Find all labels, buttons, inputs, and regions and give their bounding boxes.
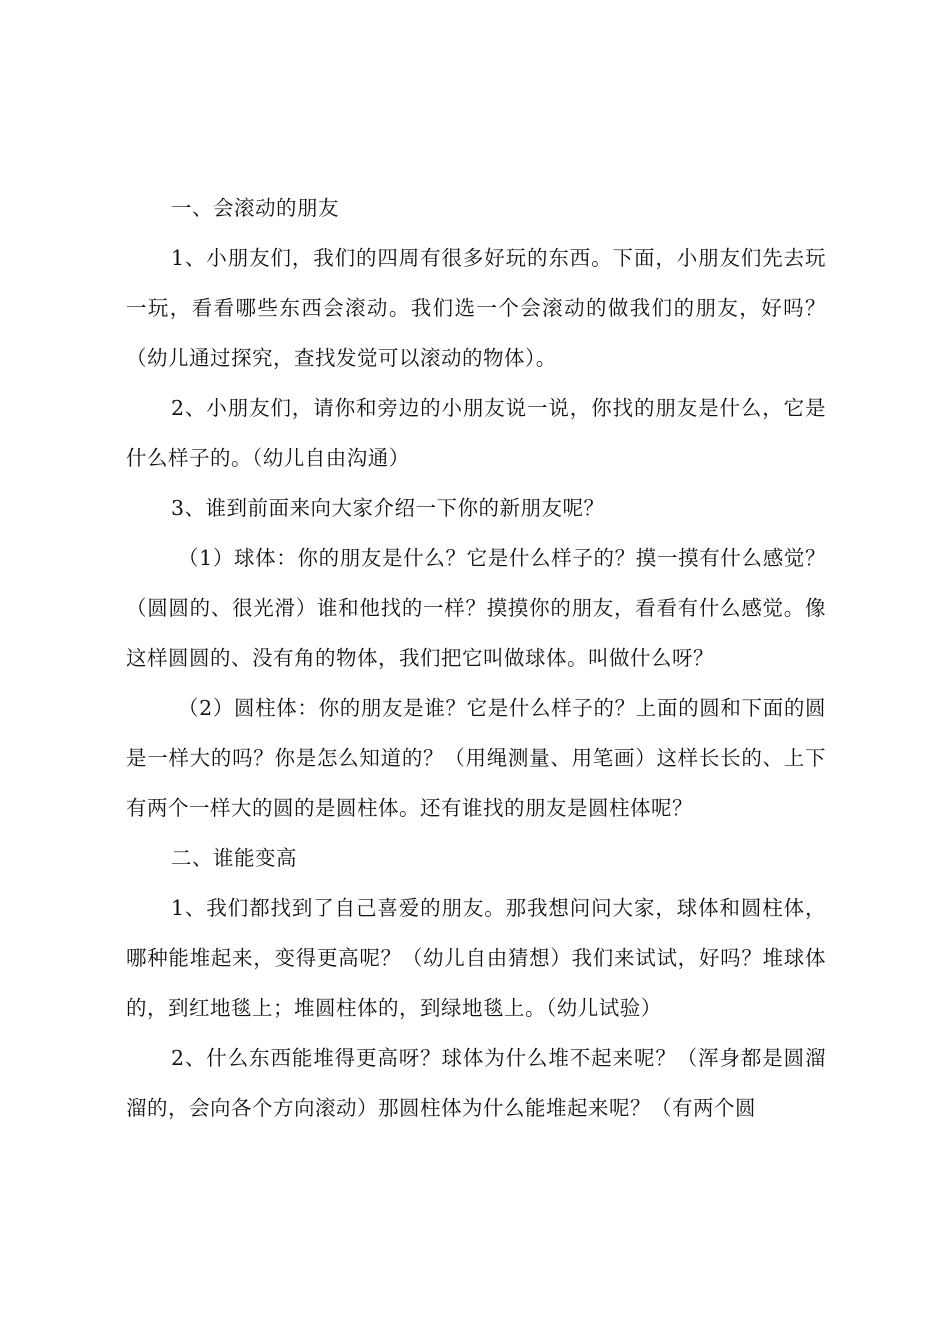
paragraph-stacking-2: 2、什么东西能堆得更高呀？球体为什么堆不起来呢？（浑身都是圆溜溜的，会向各个方向滚动）那圆柱体为什么能堆起来呢？（有两个圆 — [126, 1046, 826, 1120]
document-body — [126, 183, 826, 1133]
section-heading-who-can-grow-taller: 二、谁能变高 — [171, 846, 297, 870]
section-heading-rolling-friends: 一、会滚动的朋友 — [171, 196, 339, 220]
paragraph-cylinder: （2）圆柱体：你的朋友是谁？它是什么样子的？上面的圆和下面的圆是一样大的吗？你是怎么知道的？（用绳测量、用笔画）这样长长的、上下有两个一样大的圆的是圆柱体。还有谁找的朋友是圆柱体呢？ — [126, 696, 826, 820]
paragraph-step-3: 3、谁到前面来向大家介绍一下你的新朋友呢？ — [171, 496, 605, 520]
paragraph-step-2: 2、小朋友们，请你和旁边的小朋友说一说，你找的朋友是什么，它是什么样子的。（幼儿自由沟通） — [126, 396, 826, 470]
paragraph-step-1: 1、小朋友们，我们的四周有很多好玩的东西。下面，小朋友们先去玩一玩，看看哪些东西会滚动。我们选一个会滚动的做我们的朋友，好吗？（幼儿通过探究，查找发觉可以滚动的物体）。 — [126, 246, 826, 370]
paragraph-sphere: （1）球体：你的朋友是什么？它是什么样子的？摸一摸有什么感觉？（圆圆的、很光滑）谁和他找的一样？摸摸你的朋友，看看有什么感觉。像这样圆圆的、没有角的物体，我们把它叫做球体。叫做什么呀？ — [126, 546, 826, 670]
paragraph-stacking-1: 1、我们都找到了自己喜爱的朋友。那我想问问大家，球体和圆柱体，哪种能堆起来，变得更高呢？（幼儿自由猜想）我们来试试，好吗？堆球体的，到红地毯上；堆圆柱体的，到绿地毯上。（幼儿试验） — [126, 896, 826, 1020]
